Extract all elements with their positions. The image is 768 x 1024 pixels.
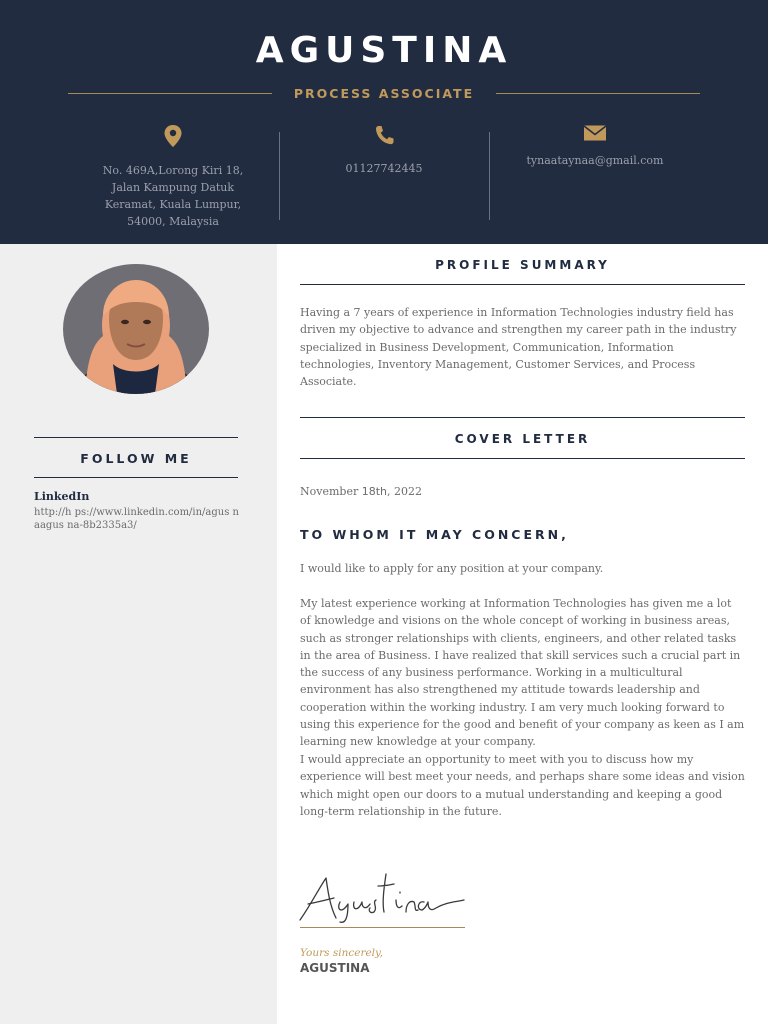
candidate-role: PROCESS ASSOCIATE bbox=[293, 86, 475, 101]
signer-name: AGUSTINA bbox=[300, 961, 370, 975]
letter-paragraph-2: My latest experience working at Information Technologies has given me a lot of knowledge and visions on the whole concept of working in business areas, such as stronger relationships with clients, engineers, and other related tasks in the area of Business. I have realized that skill services such a crucial part in the success of any business performance. Working in a multicultural environment has also strengthened my attitude towards leadership and cooperation within the working industry. I am very much looking forward to using this experience for the good and benefit of your company as keen as I am learning new knowledge at your company. bbox=[300, 597, 745, 749]
signature bbox=[296, 868, 471, 926]
letter-date bbox=[300, 485, 422, 498]
letter-paragraph-3: I would appreciate an opportunity to meet with you to discuss how my experience will best meet your needs, and perhaps share some ideas and vision which might open our doors to a mutual understanding and keeping a good long-term relationship in the future. bbox=[300, 753, 745, 818]
email-text[interactable]: tynaataynaa@gmail.com bbox=[526, 154, 664, 167]
contact-divider bbox=[489, 132, 490, 220]
section-divider bbox=[300, 284, 745, 285]
sidebar bbox=[0, 244, 277, 1024]
envelope-icon bbox=[510, 124, 680, 146]
date-year: , 2022 bbox=[387, 485, 423, 498]
candidate-name: AGUSTINA bbox=[255, 30, 513, 71]
map-pin-icon bbox=[92, 124, 254, 152]
profile-summary-heading: PROFILE SUMMARY bbox=[435, 258, 610, 272]
date-month: November bbox=[300, 485, 362, 498]
contact-phone bbox=[300, 124, 468, 177]
closing-text: Yours sincerely, bbox=[300, 947, 383, 959]
address-text: No. 469A,Lorong Kiri 18, Jalan Kampung Datuk Keramat, Kuala Lumpur, 54000, Malaysia bbox=[102, 164, 244, 228]
role-divider-left bbox=[68, 93, 272, 94]
cover-letter-heading: COVER LETTER bbox=[454, 432, 591, 446]
profile-photo bbox=[63, 264, 209, 394]
date-day: 18th bbox=[361, 485, 388, 498]
contact-email bbox=[510, 124, 680, 169]
profile-summary-text: Having a 7 years of experience in Information Technologies industry field has driven my objective to advance and strengthen my career path in the industry specialized in Business Development, Communication, Information technologies, Inventory Management, Customer Services, and Process Associate. bbox=[300, 306, 737, 389]
contact-divider bbox=[279, 132, 280, 220]
letter-paragraph-1: I would like to apply for any position at your company. bbox=[300, 562, 604, 575]
linkedin-label: LinkedIn bbox=[34, 490, 90, 503]
section-divider bbox=[300, 417, 745, 418]
phone-text: 01127742445 bbox=[345, 162, 423, 175]
follow-divider-top bbox=[34, 437, 238, 438]
section-divider bbox=[300, 458, 745, 459]
contact-address bbox=[92, 124, 254, 230]
letter-greeting: TO WHOM IT MAY CONCERN, bbox=[300, 527, 569, 542]
signature-line bbox=[300, 927, 465, 928]
linkedin-link[interactable]: http://h ps://www.linkedin.com/in/agus naagus na-8b2335a3/ bbox=[34, 507, 239, 531]
resume-header bbox=[0, 0, 768, 244]
phone-icon bbox=[300, 124, 468, 150]
role-divider-right bbox=[496, 93, 700, 94]
follow-me-heading: FOLLOW ME bbox=[80, 451, 192, 466]
follow-divider-bottom bbox=[34, 477, 238, 478]
